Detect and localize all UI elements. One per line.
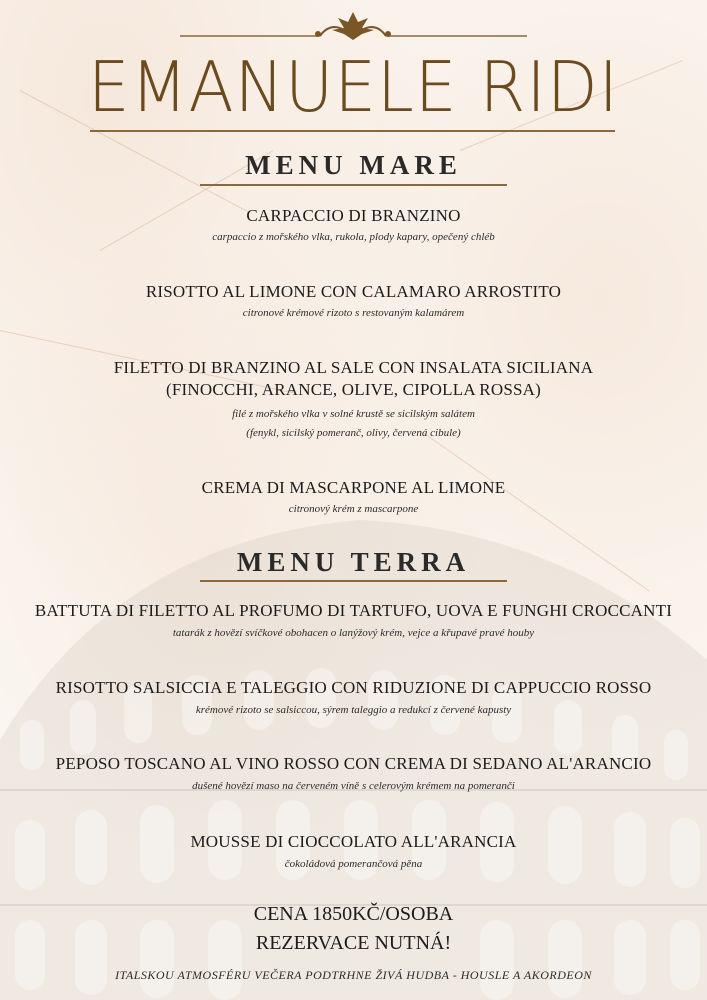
dish-description-continued: (fenykl, sicilský pomeranč, olivy, červená cibule) xyxy=(246,427,461,439)
restaurant-name: EMANUELE RIDI xyxy=(87,47,620,128)
ornament-icon xyxy=(0,8,707,44)
section-title-terra: MENU TERRA xyxy=(236,547,471,577)
title-underline xyxy=(90,130,615,132)
dish-name-continued: (FINOCCHI, ARANCE, OLIVE, CIPOLLA ROSSA) xyxy=(166,380,541,399)
section-title-mare: MENU MARE xyxy=(245,150,462,180)
dish-name: CARPACCIO DI BRANZINO xyxy=(246,206,461,225)
section-underline xyxy=(200,580,507,582)
dish-description: tatarák z hovězí svíčkové obohacen o lanýžový krém, vejce a křupavé pravé houby xyxy=(172,627,535,639)
dish-name: RISOTTO AL LIMONE CON CALAMARO ARROSTITO xyxy=(145,282,562,301)
dish-name: CREMA DI MASCARPONE AL LIMONE xyxy=(201,478,506,497)
dish-description: čokoládová pomerančová pěna xyxy=(284,858,423,870)
dish-name: BATTUTA DI FILETTO AL PROFUMO DI TARTUFO, UOVA E FUNGHI CROCCANTI xyxy=(34,601,673,620)
dish-name: FILETTO DI BRANZINO AL SALE CON INSALATA SICILIANA xyxy=(113,358,594,377)
section-underline xyxy=(200,184,507,186)
dish-name: MOUSSE DI CIOCCOLATO ALL'ARANCIA xyxy=(190,832,517,851)
dish-description: filé z mořského vlka v solné krustě se sicilským salátem xyxy=(232,408,475,420)
footer-note: ITALSKOU ATMOSFÉRU VEČERA PODTRHNE ŽIVÁ HUDBA - HOUSLE A AKORDEON xyxy=(115,968,592,982)
dish-name: RISOTTO SALSICCIA E TALEGGIO CON RIDUZIONE DI CAPPUCCIO ROSSO xyxy=(55,678,652,697)
dish-description: dušené hovězí maso na červeném víně s celerovým krémem na pomeranči xyxy=(192,780,515,792)
dish-name: PEPOSO TOSCANO AL VINO ROSSO CON CREMA DI SEDANO AL'ARANCIO xyxy=(55,754,652,773)
dish-description: citronové krémové rizoto s restovaným kalamárem xyxy=(242,307,465,319)
dish-description: carpaccio z mořského vlka, rukola, plody kapary, opečený chléb xyxy=(212,231,495,243)
price-text: CENA 1850KČ/OSOBA xyxy=(253,903,454,925)
dish-description: citronový krém z mascarpone xyxy=(288,503,419,515)
reservation-note: REZERVACE NUTNÁ! xyxy=(255,932,452,954)
dish-description: krémové rizoto se salsiccou, sýrem taleggio a redukcí z červené kapusty xyxy=(195,704,512,716)
